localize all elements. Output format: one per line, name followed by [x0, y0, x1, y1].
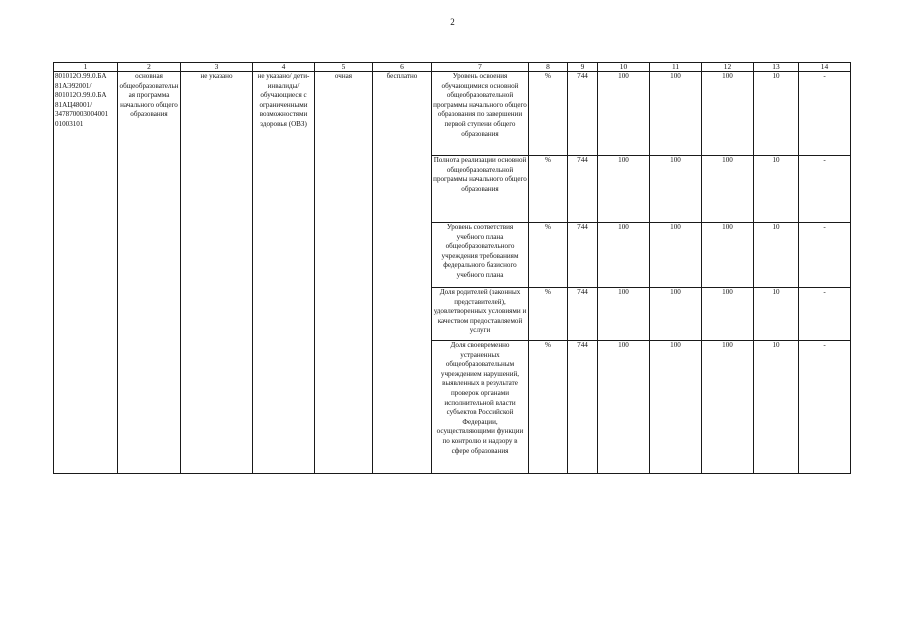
indicator-value-10: 100 — [598, 223, 650, 288]
indicator-unit: % — [529, 223, 568, 288]
indicator-value-14: - — [799, 341, 851, 474]
col-header-9: 9 — [568, 63, 598, 72]
indicator-value-11: 100 — [650, 156, 702, 223]
indicator-okei: 744 — [568, 288, 598, 341]
indicator-value-14: - — [799, 223, 851, 288]
indicator-value-10: 100 — [598, 72, 650, 156]
indicator-value-10: 100 — [598, 341, 650, 474]
indicator-okei: 744 — [568, 72, 598, 156]
col-header-5: 5 — [315, 63, 373, 72]
indicator-value-12: 100 — [702, 223, 754, 288]
indicator-value-14: - — [799, 72, 851, 156]
indicator-value-12: 100 — [702, 341, 754, 474]
indicators-table — [53, 62, 851, 474]
category-cell: не указано/ дети-инвалиды/ обучающиеся с ограниченными возможностями здоровья (ОВЗ) — [253, 72, 315, 474]
indicator-name: Уровень соответствия учебного плана общеобразовательного учреждения требованиям федерального базисного учебного плана — [432, 223, 529, 288]
indicator-unit: % — [529, 72, 568, 156]
col-header-1: 1 — [54, 63, 118, 72]
indicator-value-13: 10 — [754, 223, 799, 288]
form-cell: очная — [315, 72, 373, 474]
payment-cell: бесплатно — [373, 72, 432, 474]
indicator-okei: 744 — [568, 156, 598, 223]
indicator-name: Доля родителей (законных представителей), удовлетворенных условиями и качеством предоставляемой услуги — [432, 288, 529, 341]
col-header-10: 10 — [598, 63, 650, 72]
col-header-8: 8 — [529, 63, 568, 72]
registry-code-cell: 801012О.99.0.БА 81АЭ92001/ 801012О.99.0.БА 81АЦ48001/ 347870003004001 01003101 — [54, 72, 118, 474]
indicator-name: Полнота реализации основной общеобразовательной программы начального общего образования — [432, 156, 529, 223]
col-header-13: 13 — [754, 63, 799, 72]
col-header-7: 7 — [432, 63, 529, 72]
col-header-4: 4 — [253, 63, 315, 72]
col-header-3: 3 — [181, 63, 253, 72]
col-header-6: 6 — [373, 63, 432, 72]
indicator-value-13: 10 — [754, 72, 799, 156]
indicator-unit: % — [529, 288, 568, 341]
indicator-unit: % — [529, 156, 568, 223]
indicator-value-14: - — [799, 156, 851, 223]
indicator-value-14: - — [799, 288, 851, 341]
indicator-unit: % — [529, 341, 568, 474]
col-header-11: 11 — [650, 63, 702, 72]
column-number-row — [54, 63, 851, 72]
indicator-value-12: 100 — [702, 72, 754, 156]
indicator-value-12: 100 — [702, 156, 754, 223]
col-header-14: 14 — [799, 63, 851, 72]
indicator-value-13: 10 — [754, 156, 799, 223]
indicator-value-12: 100 — [702, 288, 754, 341]
indicator-value-10: 100 — [598, 288, 650, 341]
indicator-value-11: 100 — [650, 288, 702, 341]
indicator-value-10: 100 — [598, 156, 650, 223]
col-header-2: 2 — [118, 63, 181, 72]
indicator-value-11: 100 — [650, 341, 702, 474]
indicator-value-13: 10 — [754, 341, 799, 474]
table-row — [54, 72, 851, 156]
col-header-12: 12 — [702, 63, 754, 72]
indicator-name: Доля своевременно устраненных общеобразовательным учреждением нарушений, выявленных в результате проверок органами исполнительной власти субъектов Российской Федерации, осуществляющими функции по контролю и надзору в сфере образования — [432, 341, 529, 474]
program-cell: основная общеобразовательная программа начального общего образования — [118, 72, 181, 474]
indicator-value-13: 10 — [754, 288, 799, 341]
indicator-okei: 744 — [568, 223, 598, 288]
indicator-okei: 744 — [568, 341, 598, 474]
page-number: 2 — [450, 17, 455, 27]
indicator-value-11: 100 — [650, 72, 702, 156]
indicator-name: Уровень освоения обучающимися основной общеобразовательной программы начального общего образования по завершении первой ступени общего образования — [432, 72, 529, 156]
standard-cell: не указано — [181, 72, 253, 474]
indicator-value-11: 100 — [650, 223, 702, 288]
